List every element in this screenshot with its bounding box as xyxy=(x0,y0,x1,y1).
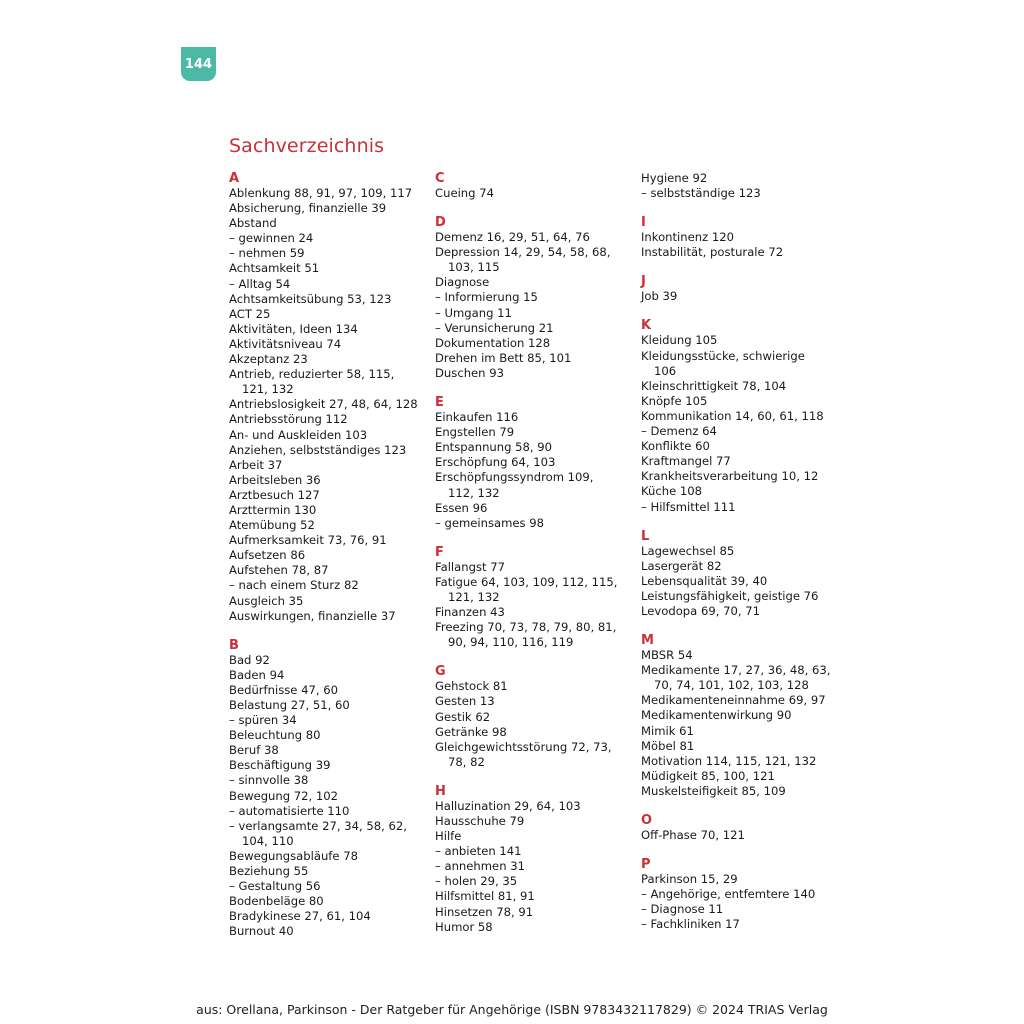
index-entry: Aufmerksamkeit 73, 76, 91 xyxy=(229,533,387,548)
index-entry: Baden 94 xyxy=(229,667,285,682)
index-entry: Gesten 13 xyxy=(435,694,495,709)
index-entry: Medikamente 17, 27, 36, 48, 63, xyxy=(641,663,831,678)
index-entry: Lasergerät 82 xyxy=(641,558,722,573)
index-entry: Engstellen 79 xyxy=(435,425,515,440)
index-entry: Beschäftigung 39 xyxy=(229,758,331,773)
section-letter: E xyxy=(435,395,444,411)
index-subentry: – Verunsicherung 21 xyxy=(435,320,554,335)
index-entry: Krankheitsverarbeitung 10, 12 xyxy=(641,469,819,484)
index-entry: Ausgleich 35 xyxy=(229,593,304,608)
index-entry: Einkaufen 116 xyxy=(435,410,519,425)
index-subentry: – Diagnose 11 xyxy=(641,902,724,917)
index-entry-continuation: 121, 132 xyxy=(242,382,294,397)
index-section xyxy=(641,318,841,514)
index-entry: Duschen 93 xyxy=(435,365,504,380)
index-entry: Freezing 70, 73, 78, 79, 80, 81, xyxy=(435,620,617,635)
index-entry: Demenz 16, 29, 51, 64, 76 xyxy=(435,230,590,245)
index-subentry: – selbstständige 123 xyxy=(641,186,761,201)
index-entry: Instabilität, posturale 72 xyxy=(641,245,784,260)
index-subentry: – Hilfsmittel 111 xyxy=(641,499,736,514)
index-entry: Kommunikation 14, 60, 61, 118 xyxy=(641,408,824,423)
section-letter: G xyxy=(435,664,446,680)
section-letter: J xyxy=(641,274,646,290)
index-entry: Essen 96 xyxy=(435,500,488,515)
index-entry: Arbeitsleben 36 xyxy=(229,472,321,487)
index-entry: Levodopa 69, 70, 71 xyxy=(641,603,760,618)
index-entry: Anziehen, selbstständiges 123 xyxy=(229,442,407,457)
index-entry: Arbeit 37 xyxy=(229,457,283,472)
index-entry: Gleichgewichtsstörung 72, 73, xyxy=(435,739,612,754)
index-subentry: – verlangsamte 27, 34, 58, 62, xyxy=(229,818,407,833)
index-section xyxy=(435,784,635,935)
index-section xyxy=(435,664,635,770)
section-letter: C xyxy=(435,171,445,186)
index-entry-continuation: 121, 132 xyxy=(448,589,500,604)
index-subentry: – spüren 34 xyxy=(229,713,297,728)
index-section xyxy=(641,274,841,304)
index-entry: Knöpfe 105 xyxy=(641,393,708,408)
index-entry: Aktivitäten, Ideen 134 xyxy=(229,321,358,336)
section-letter: I xyxy=(641,215,646,231)
section-letter: A xyxy=(229,171,240,186)
index-entry: Getränke 98 xyxy=(435,724,507,739)
index-entry: Arztbesuch 127 xyxy=(229,487,320,502)
index-entry: Medikamentenwirkung 90 xyxy=(641,708,792,723)
index-entry: Burnout 40 xyxy=(229,924,294,939)
index-subentry: – Alltag 54 xyxy=(229,276,291,291)
index-column-1 xyxy=(229,171,429,954)
section-letter: K xyxy=(641,318,652,334)
section-letter: O xyxy=(641,813,653,828)
index-subentry: – Angehörige, entfemtere 140 xyxy=(641,887,816,902)
index-section xyxy=(435,395,635,531)
index-subentry: – nach einem Sturz 82 xyxy=(229,578,359,593)
index-entry: Job 39 xyxy=(641,289,678,304)
index-subentry: – annehmen 31 xyxy=(435,859,525,874)
index-section xyxy=(641,215,841,260)
index-entry: Beziehung 55 xyxy=(229,864,309,879)
index-entry: Möbel 81 xyxy=(641,738,695,753)
index-entry: Lagewechsel 85 xyxy=(641,543,735,558)
index-subentry: – Fachkliniken 17 xyxy=(641,917,740,932)
index-entry: Hilfe xyxy=(435,829,462,844)
index-entry: Kleidung 105 xyxy=(641,333,718,348)
index-column-3 xyxy=(641,171,841,946)
index-entry: Leistungsfähigkeit, geistige 76 xyxy=(641,588,819,603)
index-entry: Hilfsmittel 81, 91 xyxy=(435,889,535,904)
page-number-badge: 144 xyxy=(181,47,216,81)
index-section xyxy=(435,545,635,651)
index-entry: Küche 108 xyxy=(641,484,703,499)
index-subentry: – anbieten 141 xyxy=(435,844,522,859)
index-entry: Motivation 114, 115, 121, 132 xyxy=(641,753,817,768)
index-entry: Absicherung, finanzielle 39 xyxy=(229,201,387,216)
index-entry: Dokumentation 128 xyxy=(435,335,551,350)
index-subentry: – sinnvolle 38 xyxy=(229,773,309,788)
index-entry: Atemübung 52 xyxy=(229,518,315,533)
section-letter: M xyxy=(641,633,654,649)
index-entry: Fallangst 77 xyxy=(435,559,505,574)
index-entry-continuation: 90, 94, 110, 116, 119 xyxy=(448,635,574,650)
index-subentry: – gemeinsames 98 xyxy=(435,515,545,530)
index-entry: Halluzination 29, 64, 103 xyxy=(435,798,581,813)
index-entry: Bad 92 xyxy=(229,652,270,667)
section-letter: P xyxy=(641,857,651,873)
index-entry: Entspannung 58, 90 xyxy=(435,440,553,455)
index-entry: Bewegungsabläufe 78 xyxy=(229,848,358,863)
index-entry: Depression 14, 29, 54, 58, 68, xyxy=(435,245,611,260)
index-entry: Cueing 74 xyxy=(435,186,494,200)
index-entry-continuation: 112, 132 xyxy=(448,485,500,500)
index-subentry: – nehmen 59 xyxy=(229,246,305,261)
index-entry: Arzttermin 130 xyxy=(229,502,317,517)
index-entry: Hygiene 92 xyxy=(641,171,708,185)
index-entry: Gestik 62 xyxy=(435,709,491,724)
index-entry: Abstand xyxy=(229,216,277,231)
index-entry: Lebensqualität 39, 40 xyxy=(641,573,768,588)
index-entry: Fatigue 64, 103, 109, 112, 115, xyxy=(435,574,618,589)
index-entry: MBSR 54 xyxy=(641,648,693,663)
index-section xyxy=(641,529,841,619)
index-entry: Achtsamkeit 51 xyxy=(229,261,320,276)
index-entry: Achtsamkeitsübung 53, 123 xyxy=(229,291,392,306)
index-subentry: – Gestaltung 56 xyxy=(229,879,321,894)
index-entry: Drehen im Bett 85, 101 xyxy=(435,350,572,365)
index-entry: Beruf 38 xyxy=(229,743,279,758)
index-entry: Erschöpfungssyndrom 109, xyxy=(435,470,594,485)
index-entry-continuation: 104, 110 xyxy=(242,833,294,848)
source-footer: aus: Orellana, Parkinson - Der Ratgeber für Angehörige (ISBN 9783432117829) © 2024 TRIAS Verlag xyxy=(196,1002,828,1017)
index-entry: Konflikte 60 xyxy=(641,439,710,454)
index-subentry: – Informierung 15 xyxy=(435,290,538,305)
index-entry: Hausschuhe 79 xyxy=(435,814,525,828)
index-entry: Antriebsstörung 112 xyxy=(229,412,348,427)
index-entry: Muskelsteifigkeit 85, 109 xyxy=(641,783,786,798)
index-entry: Bedürfnisse 47, 60 xyxy=(229,682,338,697)
index-entry: Diagnose xyxy=(435,275,490,290)
index-entry: Belastung 27, 51, 60 xyxy=(229,698,350,712)
page-title: Sachverzeichnis xyxy=(229,135,385,157)
index-entry: Inkontinenz 120 xyxy=(641,230,735,245)
index-entry: Ablenkung 88, 91, 97, 109, 117 xyxy=(229,186,413,200)
index-section xyxy=(435,215,635,381)
index-section xyxy=(435,171,635,201)
index-entry: Finanzen 43 xyxy=(435,605,505,620)
index-entry: Bodenbeläge 80 xyxy=(229,894,324,909)
index-entry: Antriebslosigkeit 27, 48, 64, 128 xyxy=(229,397,418,412)
section-letter: H xyxy=(435,783,446,799)
index-subentry: – holen 29, 35 xyxy=(435,874,518,889)
index-entry: Aufsetzen 86 xyxy=(229,548,306,563)
index-entry: Auswirkungen, finanzielle 37 xyxy=(229,608,396,623)
index-entry-continuation: 103, 115 xyxy=(448,260,500,275)
index-entry: Bewegung 72, 102 xyxy=(229,788,339,803)
index-entry: Bradykinese 27, 61, 104 xyxy=(229,909,371,924)
index-entry: Mimik 61 xyxy=(641,723,694,738)
index-entry-continuation: 78, 82 xyxy=(448,754,485,769)
index-entry: Off-Phase 70, 121 xyxy=(641,828,745,842)
index-entry: Beleuchtung 80 xyxy=(229,728,321,743)
index-entry: Antrieb, reduzierter 58, 115, xyxy=(229,367,395,382)
index-section xyxy=(641,857,841,932)
section-letter: D xyxy=(435,215,446,231)
index-subentry: – Demenz 64 xyxy=(641,424,717,439)
index-subentry: – gewinnen 24 xyxy=(229,231,314,246)
index-section xyxy=(641,633,841,799)
index-entry: Müdigkeit 85, 100, 121 xyxy=(641,768,775,783)
index-entry: Hinsetzen 78, 91 xyxy=(435,904,534,919)
index-entry-continuation: 106 xyxy=(654,363,677,378)
index-entry: Akzeptanz 23 xyxy=(229,352,308,367)
index-entry: Erschöpfung 64, 103 xyxy=(435,455,556,470)
index-entry: Kleinschrittigkeit 78, 104 xyxy=(641,378,787,393)
index-subentry: – automatisierte 110 xyxy=(229,803,350,818)
index-section xyxy=(229,638,429,940)
section-letter: B xyxy=(229,637,239,653)
section-letter: L xyxy=(641,528,650,544)
index-entry: Aktivitätsniveau 74 xyxy=(229,336,342,351)
index-entry: Kleidungsstücke, schwierige xyxy=(641,348,805,363)
index-entry: Gehstock 81 xyxy=(435,679,508,694)
index-entry: Kraftmangel 77 xyxy=(641,454,731,469)
index-entry: Humor 58 xyxy=(435,919,493,934)
index-section xyxy=(641,171,841,201)
index-entry: Parkinson 15, 29 xyxy=(641,872,738,887)
index-section xyxy=(641,813,841,843)
index-subentry: – Umgang 11 xyxy=(435,305,512,320)
index-entry: Medikamenteneinnahme 69, 97 xyxy=(641,693,826,708)
section-letter: F xyxy=(435,544,444,560)
index-entry-continuation: 70, 74, 101, 102, 103, 128 xyxy=(654,678,809,693)
index-entry: ACT 25 xyxy=(229,306,271,321)
index-section xyxy=(229,171,429,624)
index-column-2 xyxy=(435,171,635,949)
index-entry: An- und Auskleiden 103 xyxy=(229,427,368,442)
index-entry: Aufstehen 78, 87 xyxy=(229,563,329,578)
